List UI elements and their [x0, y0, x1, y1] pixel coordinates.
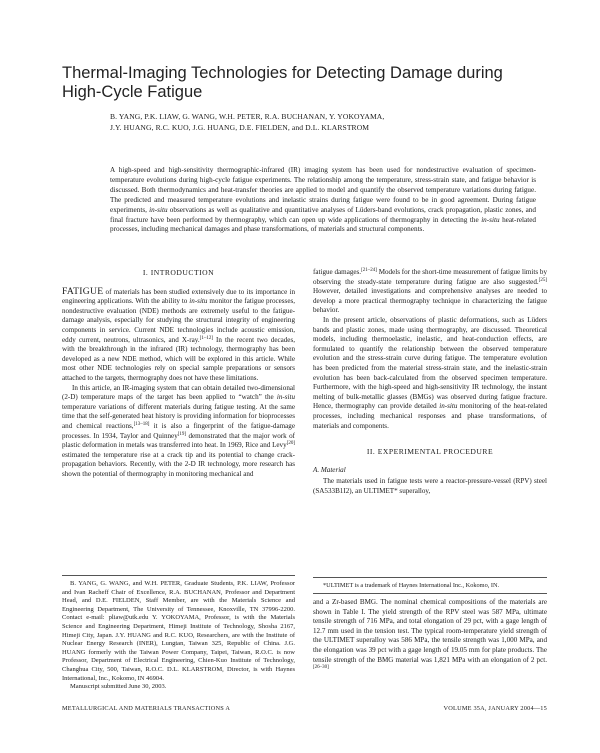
- section-heading-introduction: I. INTRODUCTION: [142, 268, 215, 277]
- footnote-divider-left: [62, 575, 295, 576]
- material-paragraph: The materials used in fatigue tests were a reactor-pressure-vessel (RPV) steel (SA533B1I2), an ULTIMET* superalloy,: [313, 477, 547, 495]
- abstract: [110, 166, 536, 235]
- text-run: In the recent two decades, with the breakthrough in the infrared (IR) technology, thermography has been developed as a new NDE method, which will be explored in this article. While most other NDE technologies rely on special sample preparations or sensors attached to the targets, thermography does not have these limitations.: [62, 335, 295, 382]
- citation: [1–12]: [199, 335, 214, 341]
- page-footer: [62, 705, 547, 712]
- subsection-heading-material: A. Material: [313, 465, 346, 474]
- section-heading-experimental: II. EXPERIMENTAL PROCEDURE: [366, 447, 494, 457]
- abstract-part: observations as well as qualitative and quantitative analyses of Lüders-band evolutions, crack propagation, plastic zones, and final fracture have been performed by thermography, which can open up wide applications of thermography in detecting the: [110, 205, 536, 224]
- text-run: temperature variations of different materials during fatigue testing. At the same time that the self-generated heat history is providing information for bioprocesses and chemical reactions,: [62, 402, 295, 430]
- intro-paragraph-3: [313, 268, 547, 316]
- citation: [13–18]: [133, 421, 150, 427]
- footnote-divider-right: [313, 577, 547, 578]
- affiliation-text: B. YANG, G. WANG, and W.H. PETER, Graduate Students, P.K. LIAW, Professor and Ivan Racheff Chair of Excellence, R.A. BUCHANAN, Professor and Department Head, and D.E. FIELDEN, Staff Member, are with the Materials Science and Engineering Department, The University of Tennessee, Knoxville, TN 37996-2200. Contact e-mail: pliaw@utk.edu Y. YOKOYAMA, Professor, is with the Materials Science and Engineering Department, Himeji Institute of Technology, Shosha 2167, Himeji City, Japan. J.Y. HUANG and R.C. KUO, Researchers, are with the Institute of Nuclear Energy Research (INER), Lungtan, Taiwan 325, Republic of China. J.G. HUANG formerly with the Taiwan Power Company, Taipei, Taiwan, R.O.C. is now Professor, Department of Electrical Engineering, Chien-Kuo Institute of Technology, Changhua City, 500, Taiwan, R.O.C. D.L. KLARSTROM, Director, is with Haynes International, Inc., Kokomo, IN 46904.: [62, 580, 295, 682]
- text-run: fatigue damages.: [313, 268, 362, 276]
- author-line-2: J.Y. HUANG, R.C. KUO, J.G. HUANG, D.E. FIELDEN, and D.L. KLARSTROM: [110, 123, 370, 132]
- abstract-part: A high-speed and high-sensitivity thermographic-infrared (IR) imaging system has been used for nondestructive evaluation of specimen-temperature evolutions during high-cycle fatigue experiments. The relationship among the temperature, stress-strain state, and fatigue behavior is discussed. Both thermodynamics and heat-transfer theories are applied to model and quantify the observed temperature variations during fatigue. The predicted and measured temperature evolutions and inelastic strains during fatigue were found to be in good agreement. During fatigue experiments,: [110, 166, 536, 214]
- text-run: and a Zr-based BMG. The nominal chemical compositions of the materials are shown in Table I. The yield strength of the RPV steel was 587 MPa, ultimate tensile strength of 716 MPa, and total elongation of 29 pct, with a gage length of 12.7 mm used in the tension test. The typical room-temperature yield strength of the ULTIMET superalloy was 586 MPa, the tensile strength was 1,000 MPa, and the elongation was 39 pct with a gage length of 19.05 mm for plate products. The tensile strength of the BMG material was 1,821 MPa with an elongation of 2 pct.: [313, 598, 547, 664]
- volume-page: VOLUME 35A, JANUARY 2004—15: [443, 705, 547, 712]
- abstract-part: heat-related processes, including mechanical damages and phase transformations, of materials and structural components.: [110, 215, 536, 234]
- text-run: of materials has been studied extensively due to its importance in engineering applications. With the ability to: [62, 287, 295, 306]
- text-run: Models for the short-time measurement of fatigue limits by observing the steady-state temperature during fatigue are also suggested.: [313, 268, 548, 286]
- manuscript-date: Manuscript submitted June 30, 2003.: [70, 683, 167, 691]
- footnote-end-divider: [313, 593, 547, 594]
- intro-paragraph-2: [62, 384, 295, 480]
- citation: [19]: [177, 431, 187, 437]
- left-column: [62, 268, 295, 479]
- citation: [21–24]: [361, 268, 377, 273]
- text-run: estimated the temperature rise at a crack tip and its potential to change crack-propagation behaviors. Recently, with the 2-D IR technology, more research has shown the potential of thermography in monitoring mechanical and: [62, 450, 295, 478]
- intro-paragraph-1: [62, 287, 295, 384]
- intro-paragraph-4: [313, 316, 547, 431]
- author-list: [110, 111, 510, 133]
- text-run: In the present article, observations of plastic deformations, such as Lüders bands and plastic zones, made using thermography, are discussed. Theoretical models, including thermoelastic, inelastic, and heat-conduction effects, are formulated to quantify the relationship between the observed temperature evolution and the stress-strain curve during fatigue. The temperature evolution has been predicted from the material stress-strain state, and the inelastic-strain evolution has been back-calculated from the observed specimen temperature. Furthermore, with the high-speed and high-sensitivity IR technology, the instant melting of bulk-metallic glasses (BMGs) was observed during fatigue fracture. Hence, thermography can provide detailed: [313, 315, 547, 411]
- trademark-footnote: *ULTIMET is a trademark of Haynes International Inc., Kokomo, IN.: [323, 582, 500, 589]
- text-run: However, detailed investigations and comprehensive analyses are needed to develop a more practical thermography technique in characterizing the fatigue behavior.: [313, 287, 547, 315]
- abstract-text: [110, 166, 536, 235]
- citation: [25]: [538, 277, 547, 283]
- dropcap-word: FATIGUE: [62, 285, 104, 297]
- author-affiliations: [62, 580, 295, 692]
- material-paragraph-continued: [313, 598, 547, 675]
- text-run: In this article, an IR-imaging system that can obtain detailed two-dimensional (2-D) temperature maps of the target has been applied to “watch” the: [62, 383, 295, 402]
- italic-run: in-situ: [276, 393, 295, 402]
- italic-run: in-situ: [439, 402, 458, 411]
- citation: [26–30]: [313, 665, 329, 671]
- abstract-italic: in-situ: [481, 215, 500, 224]
- italic-run: in-situ: [189, 297, 208, 306]
- citation: [20]: [286, 441, 295, 447]
- text-run: monitoring of the heat-related processes, including mechanical responses and phase transformations, of materials and components.: [313, 402, 548, 430]
- material-continued: [313, 598, 547, 675]
- abstract-italic: in-situ: [149, 205, 168, 214]
- journal-name: METALLURGICAL AND MATERIALS TRANSACTIONS A: [62, 705, 231, 712]
- right-column: [313, 268, 547, 496]
- text-run: demonstrated that the major work of plastic deformation in metals was transferred into heat. In 1969, Rice and Levy: [62, 431, 295, 450]
- author-line-1: B. YANG, P.K. LIAW, G. WANG, W.H. PETER, R.A. BUCHANAN, Y. YOKOYAMA,: [110, 112, 385, 121]
- paper-title: Thermal-Imaging Technologies for Detecting Damage during High-Cycle Fatigue: [62, 64, 503, 101]
- text-run: it is also a fingerprint of the fatigue-damage processes. In 1934, Taylor and Quinney: [62, 421, 295, 440]
- text-run: monitor the fatigue processes, nondestructive evaluation (NDE) methods are extremely useful to the fatigue-damage analysis, especially for studying the structural integrity of engineering components in service. Current NDE technologies include acoustic emission, eddy current, neutrons, ultrasonics, and X-ray.: [62, 297, 295, 344]
